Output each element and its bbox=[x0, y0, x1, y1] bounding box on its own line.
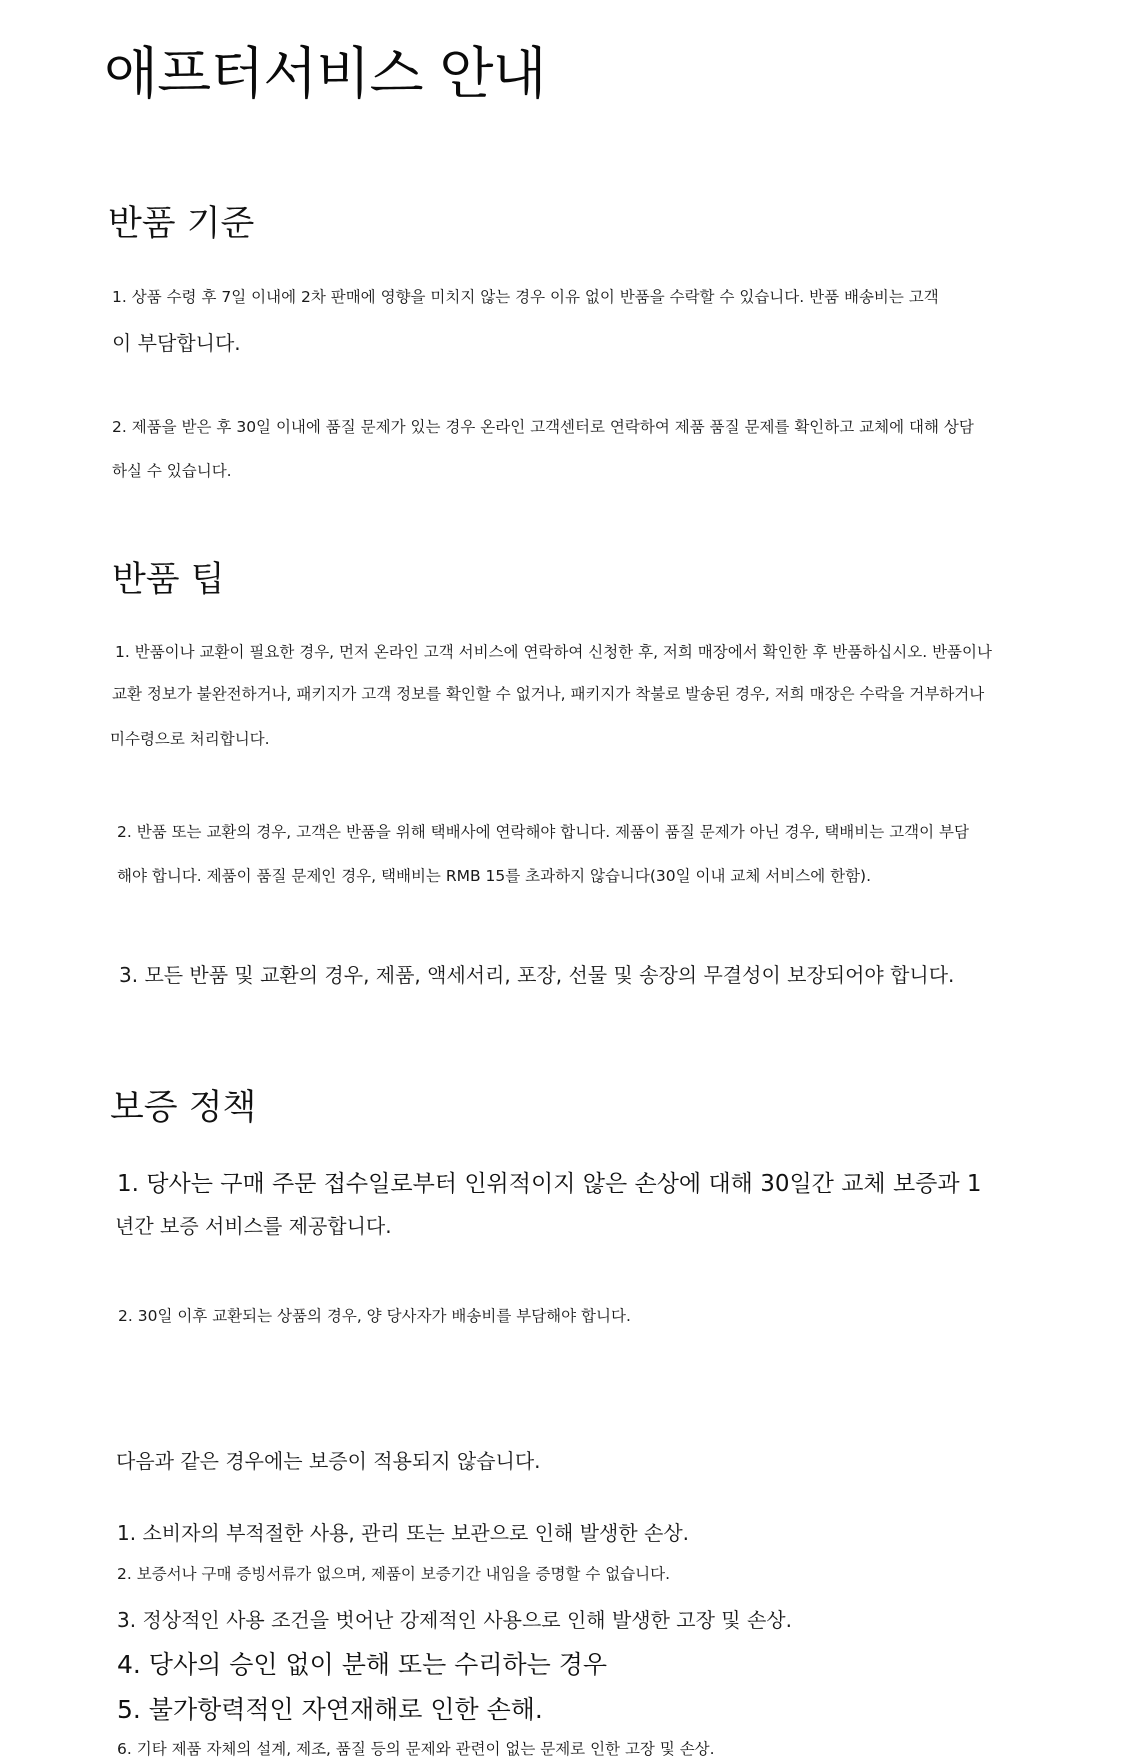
return-criteria-item-2-line-1: 2. 제품을 받은 후 30일 이내에 품질 문제가 있는 경우 온라인 고객센터로 연락하여 제품 품질 문제를 확인하고 교체에 대해 상담 bbox=[112, 418, 974, 436]
return-criteria-item-2-line-2: 하실 수 있습니다. bbox=[112, 462, 232, 480]
section-heading-return-criteria: 반품 기준 bbox=[108, 204, 255, 244]
return-criteria-item-1-line-2: 이 부담합니다. bbox=[112, 331, 241, 355]
page-title: 애프터서비스 안내 bbox=[104, 42, 546, 107]
warranty-item-1-line-1: 1. 당사는 구매 주문 접수일로부터 인위적이지 않은 손상에 대해 30일간 교체 보증과 1 bbox=[117, 1171, 982, 1197]
return-tips-item-2-line-2: 해야 합니다. 제품이 품질 문제인 경우, 택배비는 RMB 15를 초과하지 않습니다(30일 이내 교체 서비스에 한함). bbox=[117, 867, 872, 885]
warranty-item-1-line-2: 년간 보증 서비스를 제공합니다. bbox=[115, 1214, 392, 1238]
return-tips-item-1-line-3: 미수령으로 처리합니다. bbox=[110, 730, 270, 748]
return-criteria-item-1-line-1: 1. 상품 수령 후 7일 이내에 2차 판매에 영향을 미치지 않는 경우 이유 없이 반품을 수락할 수 있습니다. 반품 배송비는 고객 bbox=[112, 288, 939, 306]
return-tips-item-1-line-2: 교환 정보가 불완전하거나, 패키지가 고객 정보를 확인할 수 없거나, 패키지가 착불로 발송된 경우, 저희 매장은 수락을 거부하거나 bbox=[112, 685, 985, 703]
exclusion-item-6: 6. 기타 제품 자체의 설계, 제조, 품질 등의 문제와 관련이 없는 문제로 인한 고장 및 손상. bbox=[117, 1740, 715, 1758]
exclusion-item-5: 5. 불가항력적인 자연재해로 인한 손해. bbox=[117, 1695, 543, 1724]
exclusion-item-2: 2. 보증서나 구매 증빙서류가 없으며, 제품이 보증기간 내임을 증명할 수 없습니다. bbox=[117, 1565, 671, 1583]
exclusion-item-3: 3. 정상적인 사용 조건을 벗어난 강제적인 사용으로 인해 발생한 고장 및 손상. bbox=[117, 1608, 792, 1632]
exclusion-item-4: 4. 당사의 승인 없이 분해 또는 수리하는 경우 bbox=[117, 1650, 608, 1679]
return-tips-item-3: 3. 모든 반품 및 교환의 경우, 제품, 액세서리, 포장, 선물 및 송장의 무결성이 보장되어야 합니다. bbox=[119, 963, 955, 987]
return-tips-item-2-line-1: 2. 반품 또는 교환의 경우, 고객은 반품을 위해 택배사에 연락해야 합니다. 제품이 품질 문제가 아닌 경우, 택배비는 고객이 부담 bbox=[117, 823, 969, 841]
section-heading-return-tips: 반품 팁 bbox=[112, 560, 225, 600]
section-heading-warranty: 보증 정책 bbox=[110, 1088, 257, 1128]
exclusions-intro: 다음과 같은 경우에는 보증이 적용되지 않습니다. bbox=[116, 1449, 541, 1473]
warranty-item-2: 2. 30일 이후 교환되는 상품의 경우, 양 당사자가 배송비를 부담해야 합니다. bbox=[118, 1307, 631, 1325]
exclusion-item-1: 1. 소비자의 부적절한 사용, 관리 또는 보관으로 인해 발생한 손상. bbox=[117, 1521, 690, 1545]
return-tips-item-1-line-1: 1. 반품이나 교환이 필요한 경우, 먼저 온라인 고객 서비스에 연락하여 신청한 후, 저희 매장에서 확인한 후 반품하십시오. 반품이나 bbox=[115, 643, 992, 661]
